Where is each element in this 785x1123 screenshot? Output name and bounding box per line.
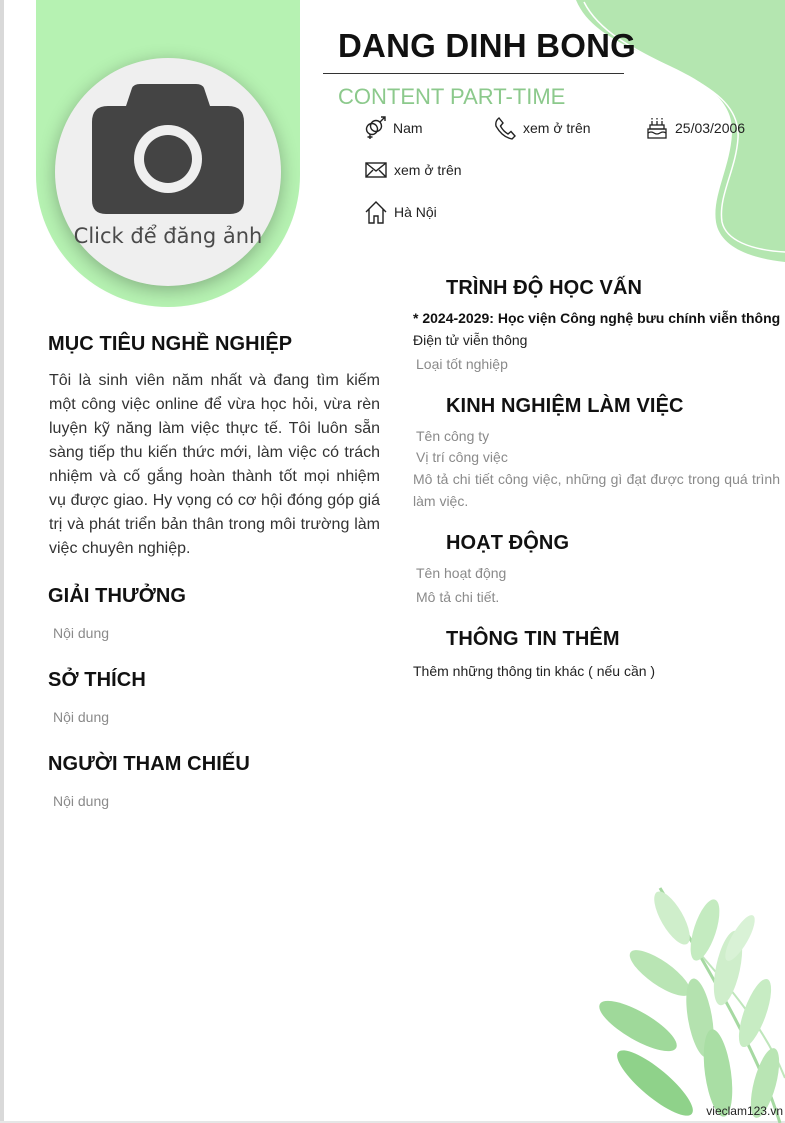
- extra-info-text: Thêm những thông tin khác ( nếu cần ): [413, 663, 656, 679]
- home-icon: [365, 200, 387, 224]
- experience-description: Mô tả chi tiết công việc, những gì đạt được trong quá trình làm việc.: [413, 471, 780, 509]
- email-info: [365, 159, 462, 181]
- objective-title: MỤC TIÊU NGHỀ NGHIỆP: [48, 333, 293, 355]
- camera-icon: [92, 84, 244, 216]
- activities-title: HOẠT ĐỘNG: [446, 532, 570, 554]
- education-title: TRÌNH ĐỘ HỌC VẤN: [446, 277, 643, 299]
- objective-text: Tôi là sinh viên năm nhất và đang tìm kiếm một công việc online để vừa học hỏi, vừa rèn luyện kỹ năng làm việc thực tế. Tôi luôn sẵn sàng tiếp thu kiến thức mới, làm việc có trách nhiệm và cố gắng hoàn thành tốt mọi nhiệm vụ được giao. Hy vọng có cơ hội đóng góp giá trị và phát triển bản thân trong môi trường làm việc chuyên nghiệp.: [49, 372, 380, 557]
- page-edge: [0, 0, 4, 1123]
- gender-value: Nam: [393, 120, 423, 136]
- decorative-leaves: [590, 878, 785, 1123]
- photo-upload-label: Click để đăng ảnh: [73, 224, 263, 248]
- awards-title: GIẢI THƯỞNG: [48, 585, 187, 607]
- experience-title: KINH NGHIỆM LÀM VIỆC: [446, 395, 684, 417]
- education-grade: Loại tốt nghiệp: [416, 356, 508, 372]
- name-underline: [323, 73, 624, 74]
- birthday-value: 25/03/2006: [675, 120, 746, 136]
- experience-position: Vị trí công việc: [416, 449, 508, 465]
- birthday-info: [646, 116, 745, 140]
- email-value: xem ở trên: [394, 162, 462, 178]
- hobbies-title: SỞ THÍCH: [48, 669, 146, 691]
- job-title: CONTENT PART-TIME: [338, 84, 566, 109]
- address-info: [365, 200, 437, 224]
- references-title: NGƯỜI THAM CHIẾU: [48, 753, 250, 775]
- watermark: vieclam123.vn: [706, 1104, 783, 1118]
- education-line: * 2024-2029: Học viện Công nghệ bưu chính viễn thông: [413, 310, 781, 326]
- awards-content: Nội dung: [53, 625, 110, 641]
- phone-info: [494, 116, 591, 140]
- avatar-upload[interactable]: [55, 58, 281, 286]
- activity-name: Tên hoạt động: [416, 565, 507, 581]
- birthday-cake-icon: [646, 116, 668, 140]
- experience-company: Tên công ty: [416, 428, 490, 444]
- extra-info-title: THÔNG TIN THÊM: [446, 628, 620, 650]
- address-value: Hà Nội: [394, 204, 437, 220]
- candidate-name: DANG DINH BONG: [338, 27, 636, 64]
- references-content: Nội dung: [53, 793, 110, 809]
- activity-description: Mô tả chi tiết.: [416, 589, 500, 605]
- phone-value: xem ở trên: [523, 120, 591, 136]
- hobbies-content: Nội dung: [53, 709, 110, 725]
- gender-info: [364, 116, 423, 140]
- phone-icon: [494, 116, 516, 140]
- gender-icon: [364, 116, 386, 140]
- education-major: Điện tử viễn thông: [413, 332, 528, 348]
- mail-icon: [365, 159, 387, 181]
